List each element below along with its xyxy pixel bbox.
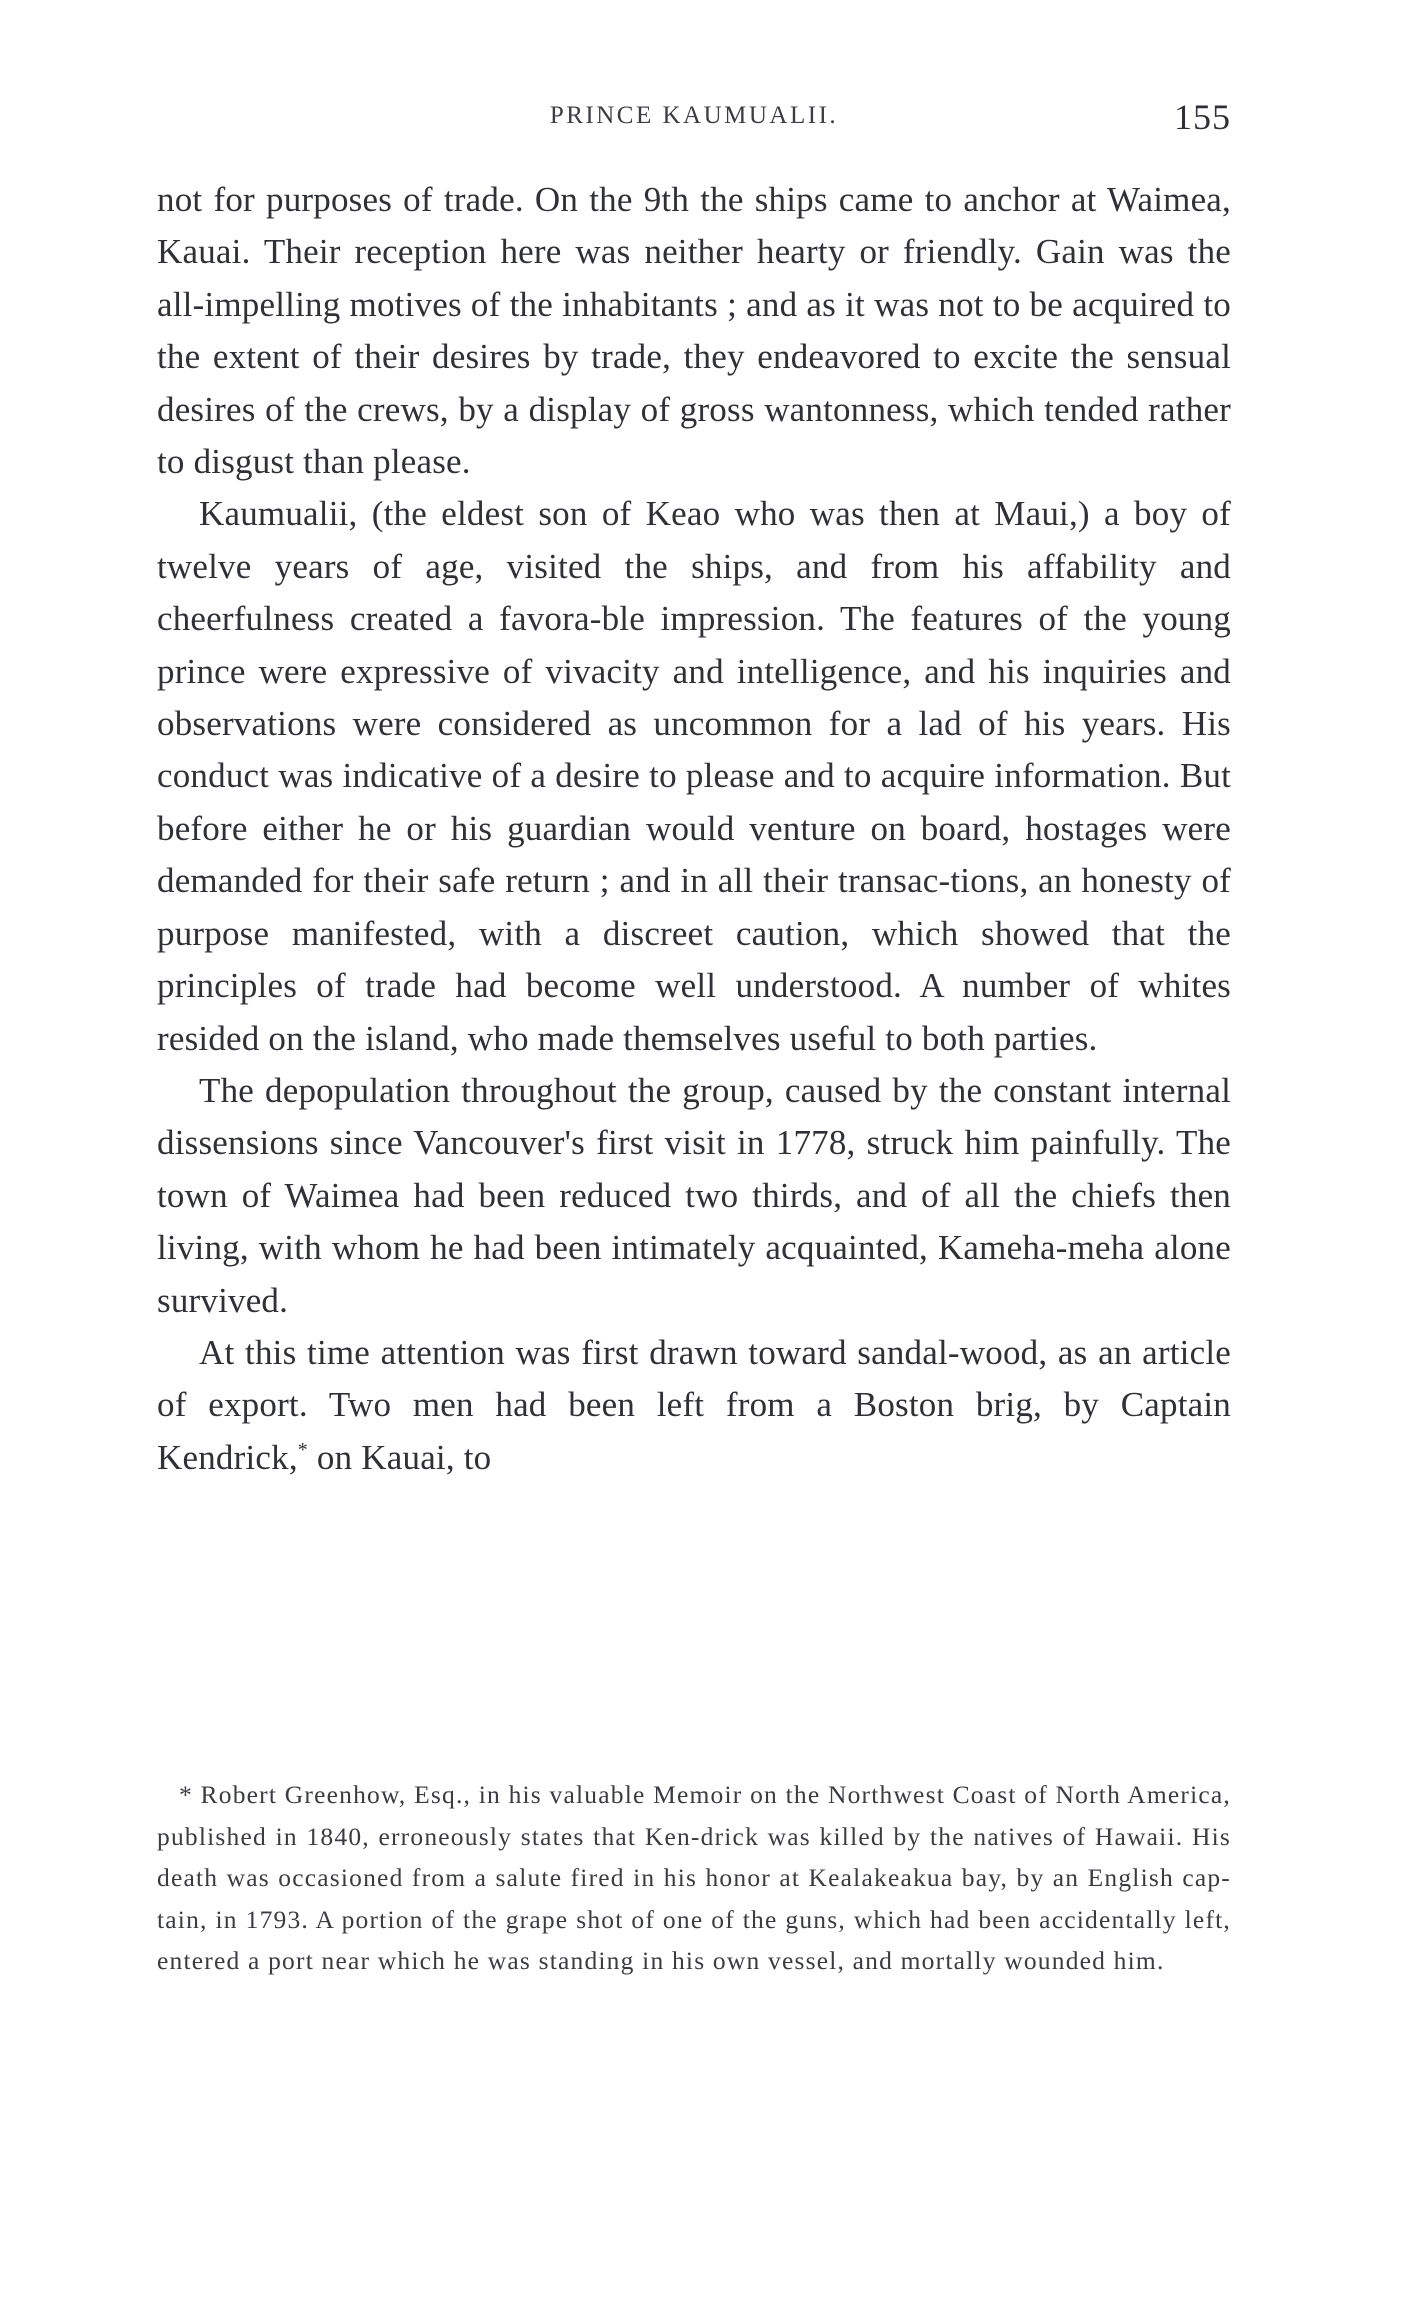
footnote: * Robert Greenhow, Esq., in his valuable Memoir on the Northwest Coast of North America, published in 1840, erroneously states that Ken-drick was killed by the natives of Hawaii. His death was occasioned from a salute fired in his honor at Kealakeakua bay, by an English cap-tain, in 1793. A portion of the grape shot of one of the guns, which had been accidentally left, entered a port near which he was standing in his own vessel, and mortally wounded him. — [157, 1780, 1231, 1976]
paragraph-4-text: At this time attention was first drawn toward sandal-wood, as an article of export. Two men had been left from a Boston brig, by Captain Kendrick, — [157, 1332, 1231, 1477]
paragraph-4-tail: on Kauai, to — [307, 1437, 492, 1477]
running-title: PRINCE KAUMUALII. — [549, 102, 839, 129]
paragraph-3: The depopulation throughout the group, caused by the constant internal dissensions since Vancouver's first visit in 1778, struck him painfully. The town of Waimea had been reduced two thirds, and of all the chiefs then living, with whom he had been intimately acquainted, Kameha-meha alone survived. — [157, 1070, 1231, 1320]
page-number: 155 — [1174, 97, 1231, 137]
footnote-reference-mark: * — [297, 1438, 308, 1461]
paragraph-4 — [157, 1327, 1231, 1484]
paragraph-2: Kaumualii, (the eldest son of Keao who was then at Maui,) a boy of twelve years of age, visited the ships, and from his affability and cheerfulness created a favora-ble impression. The features of the young prince were expressive of vivacity and intelligence, and his inquiries and observations were considered as uncommon for a lad of his years. His conduct was indicative of a desire to please and to acquire information. But before either he or his guardian would venture on board, hostages were demanded for their safe return ; and in all their transac-tions, an honesty of purpose manifested, with a discreet caution, which showed that the principles of trade had become well understood. A number of whites resided on the island, who made themselves useful to both parties. — [157, 494, 1231, 1058]
paragraph-1: not for purposes of trade. On the 9th the ships came to anchor at Waimea, Kauai. Their reception here was neither hearty or friendly. Gain was the all-impelling motives of the inhabitants ; and as it was not to be acquired to the extent of their desires by trade, they endeavored to excite the sensual desires of the crews, by a display of gross wantonness, which tended rather to disgust than please. — [157, 180, 1231, 482]
running-head — [157, 96, 1231, 146]
body-text — [157, 174, 1231, 1484]
